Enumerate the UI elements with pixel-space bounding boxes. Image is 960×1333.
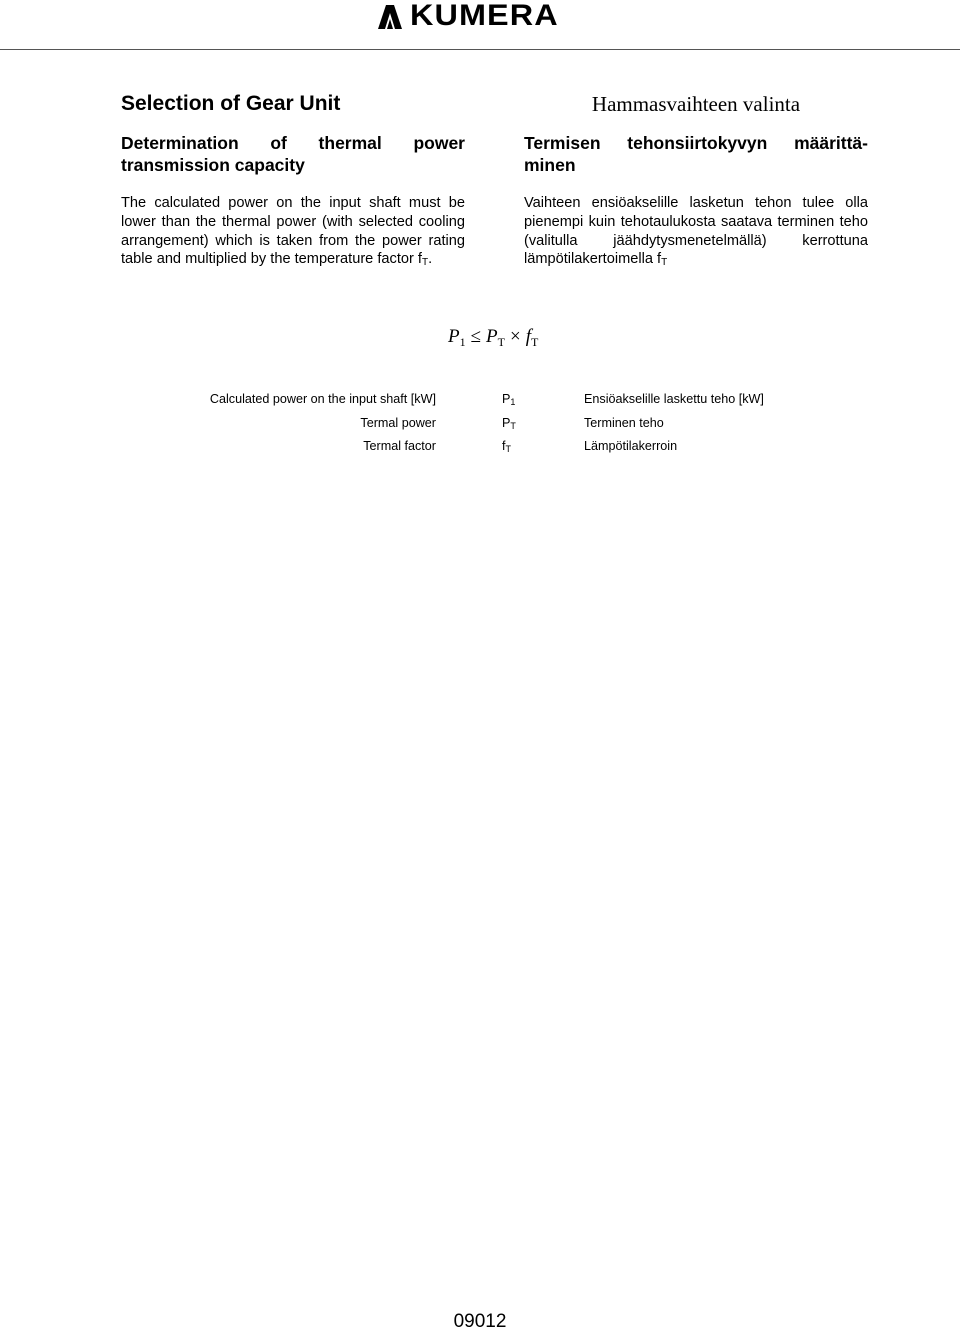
kumera-arch-logo [376, 3, 404, 29]
kumera-logo [376, 0, 559, 32]
symbol-row [150, 392, 830, 416]
symbol-fi: Terminen teho [584, 415, 664, 430]
body-text-fi-sub: T [661, 257, 668, 269]
formula-pt-sub: T [497, 335, 505, 349]
body-text-en-sub: T [421, 257, 429, 269]
symbol-fi: Lämpötilakerroin [584, 439, 678, 453]
symbol-fi: Ensiöakselille laskettu teho [kW] [584, 392, 764, 406]
section-heading-en-line1: Determination of thermal power [121, 133, 465, 153]
symbol-code [502, 392, 542, 406]
symbol-en: Calculated power on the input shaft [kW] [209, 392, 436, 406]
formula-f-sub: T [531, 335, 539, 349]
page-number: 09012 [453, 1311, 507, 1332]
english-column [121, 90, 465, 269]
symbol-code [502, 439, 542, 453]
finnish-column [524, 90, 868, 269]
body-text-en [121, 194, 465, 269]
symbol-letter: P [502, 415, 511, 430]
symbol-table [150, 392, 830, 463]
symbol-en: Termal power [360, 415, 436, 430]
section-heading-fi-line1: Termisen tehonsiirtokyvyn määrittä- [524, 133, 868, 153]
section-heading-en [121, 132, 465, 176]
symbol-sub: 1 [510, 397, 516, 407]
section-heading-fi-line2: minen [524, 155, 576, 175]
section-heading-fi [524, 132, 868, 176]
formula-f: f [525, 326, 531, 347]
body-text-fi-main: Vaihteen ensiöakselille lasketun tehon tulee olla pienempi kuin tehotaulukosta saatava terminen teho (valitulla jäähdytysmenetelmällä) kerrottuna lämpötilakertoimella f [524, 195, 868, 268]
body-text-fi [524, 194, 868, 269]
symbol-letter: f [502, 439, 506, 453]
symbol-row [150, 416, 830, 440]
symbol-sub: T [505, 444, 511, 454]
page-title-fi: Hammasvaihteen valinta [591, 92, 801, 116]
symbol-code [502, 416, 542, 430]
page-title-en: Selection of Gear Unit [121, 92, 341, 115]
body-text-en-main: The calculated power on the input shaft must be lower than the thermal power (with selected cooling arrangement) which is taken from the power rating table and multiplied by the temperature factor f [121, 195, 465, 268]
symbol-en: Termal factor [363, 439, 436, 453]
body-text-en-end: . [428, 251, 433, 268]
formula-leq: ≤ [470, 326, 482, 347]
section-heading-en-line2: transmission capacity [121, 155, 305, 175]
formula-pt: P [486, 326, 498, 347]
symbol-sub: T [510, 420, 516, 431]
brand-name: KUMERA [410, 0, 559, 32]
formula-p: P [448, 326, 460, 347]
symbol-letter: P [502, 392, 511, 406]
formula-p-sub: 1 [459, 335, 466, 349]
header-rule [0, 49, 960, 50]
symbol-row [150, 439, 830, 463]
thermal-power-formula [448, 326, 538, 348]
formula-times: × [510, 326, 521, 347]
